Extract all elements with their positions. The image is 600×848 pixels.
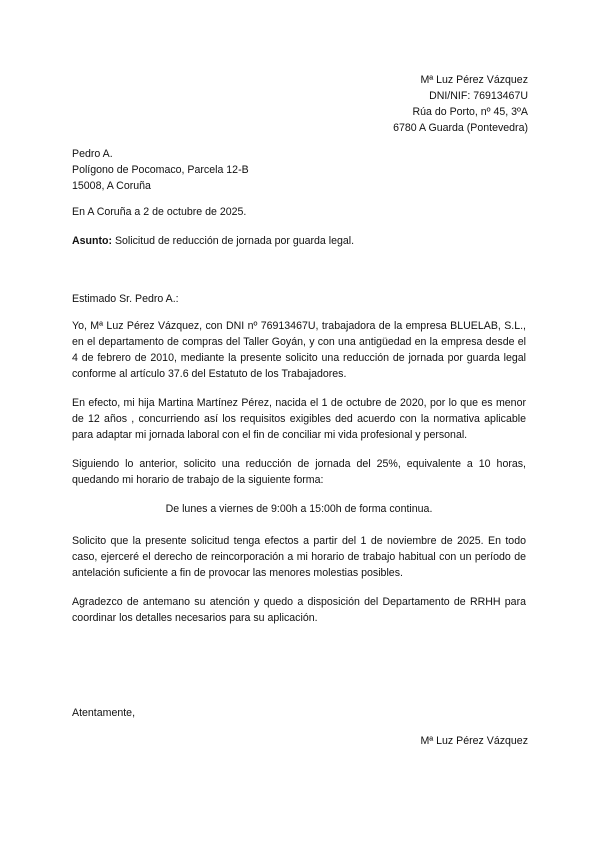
subject-label: Asunto:	[72, 235, 113, 247]
paragraph-intro: Yo, Mª Luz Pérez Vázquez, con DNI nº 76913467U, trabajadora de la empresa BLUELAB, S.L., en el departamento de compras del Taller Goyán, y con una antigüedad en la empresa desde el 4 de febrero de 2010, mediante la presente solicito una reducción de jornada por guarda legal conforme al artículo 37.6 del Estatuto de los Trabajadores.	[72, 320, 526, 380]
sender-id: DNI/NIF: 76913467U	[429, 90, 528, 102]
recipient-name: Pedro A.	[72, 148, 113, 160]
paragraph-request: Siguiendo lo anterior, solicito una reducción de jornada del 25%, equivalente a 10 horas, quedando mi horario de trabajo de la siguiente forma:	[72, 458, 526, 486]
sender-name: Mª Luz Pérez Vázquez	[420, 74, 528, 86]
subject-line	[72, 233, 354, 249]
paragraph-justification: En efecto, mi hija Martina Martínez Pérez, nacida el 1 de octubre de 2020, por lo que es menor de 12 años , concurriendo así los requisitos exigibles ded acuerdo con la normativa aplicable para adaptar mi jornada laboral con el fin de conciliar mi vida profesional y personal.	[72, 397, 526, 441]
recipient-block	[72, 146, 249, 194]
place-date: En A Coruña a 2 de octubre de 2025.	[72, 206, 247, 218]
paragraph-effective-date: Solicito que la presente solicitud tenga efectos a partir del 1 de noviembre de 2025. En todo caso, ejerceré el derecho de reincorporación a mi horario de trabajo habitual con un período de antelación suficiente a fin de provocar las menores molestias posibles.	[72, 535, 526, 579]
subject-text: Solicitud de reducción de jornada por guarda legal.	[114, 235, 355, 247]
signature: Mª Luz Pérez Vázquez	[420, 735, 528, 747]
closing: Atentamente,	[72, 707, 136, 719]
sender-street: Rúa do Porto, nº 45, 3ºA	[412, 106, 528, 118]
greeting: Estimado Sr. Pedro A.:	[72, 293, 179, 305]
letter-body	[72, 318, 526, 639]
sender-block	[393, 72, 528, 136]
sender-city: 6780 A Guarda (Pontevedra)	[393, 122, 528, 134]
paragraph-thanks: Agradezco de antemano su atención y quedo a disposición del Departamento de RRHH para coordinar los detalles necesarios para su aplicación.	[72, 596, 526, 624]
recipient-address: Polígono de Pocomaco, Parcela 12-B	[72, 164, 249, 176]
paragraph-schedule: De lunes a viernes de 9:00h a 15:00h de forma continua.	[165, 503, 433, 515]
recipient-city: 15008, A Coruña	[72, 180, 151, 192]
